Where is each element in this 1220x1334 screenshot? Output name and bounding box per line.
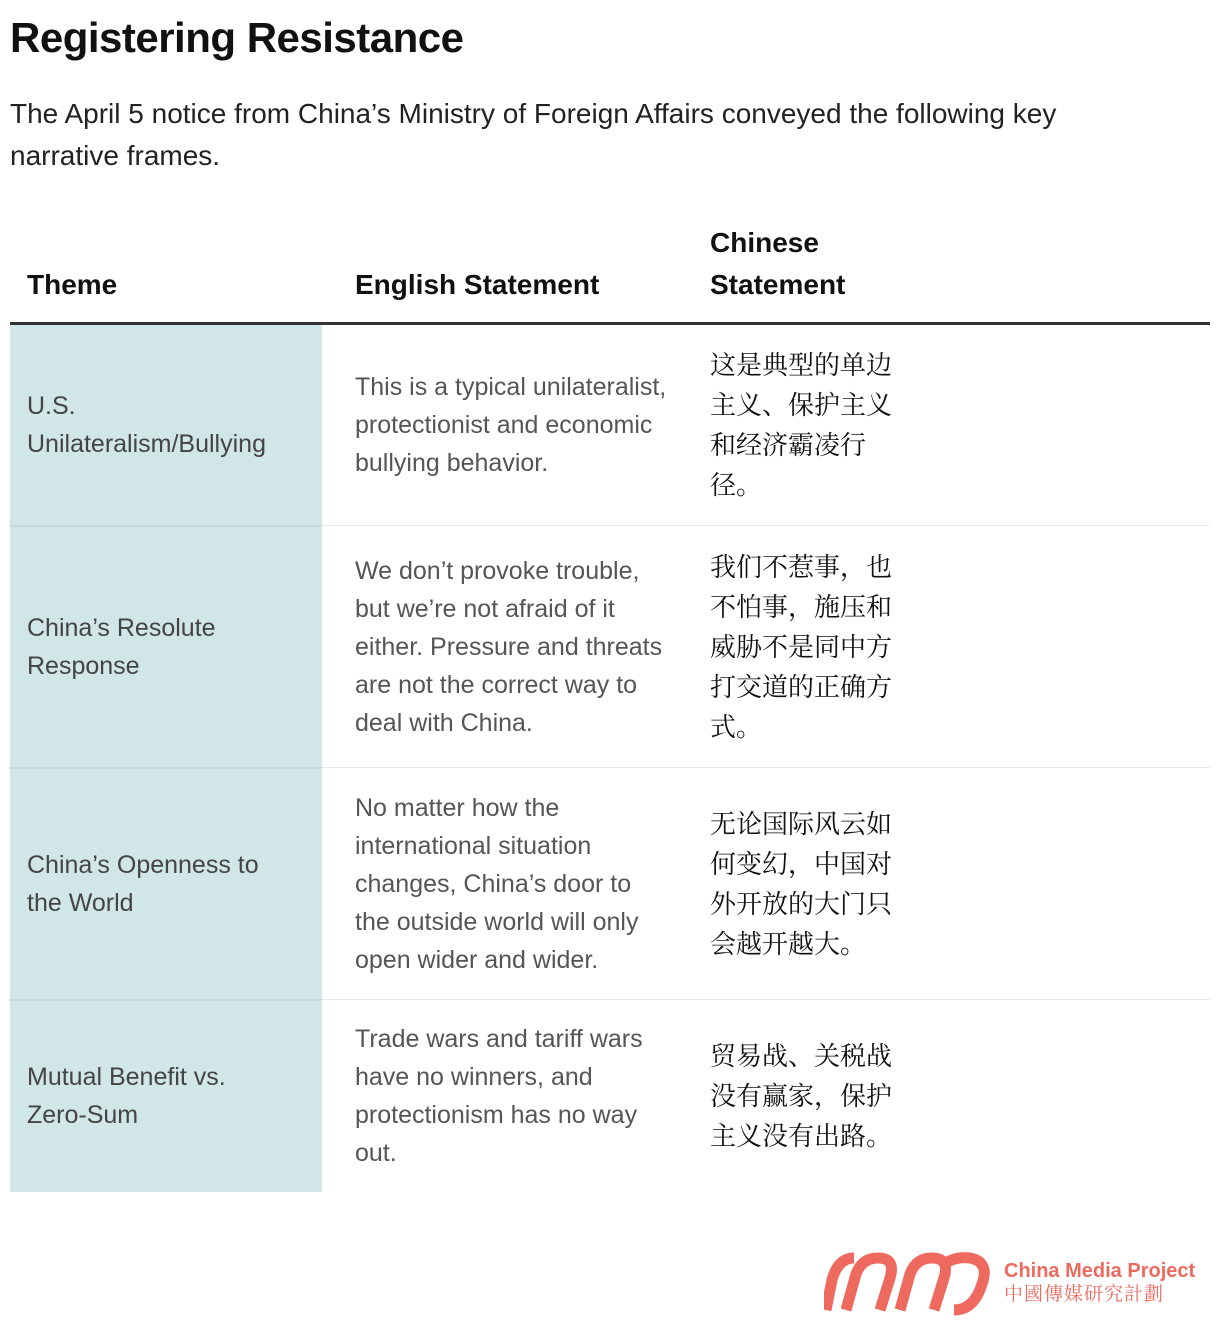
logo-name-zh: 中國傳媒研究計劃 [1004, 1284, 1165, 1305]
header-english: English Statement [322, 222, 710, 324]
logo-name: China Media Project [1004, 1260, 1196, 1282]
english-cell: Trade wars and tariff wars have no winners, and protectionism has no way out. [355, 1024, 643, 1167]
table-header-row [10, 222, 1210, 324]
english-cell: This is a typical unilateralist, protectionist and economic bullying behavior. [322, 324, 710, 526]
chinese-cell: 我们不惹事，也不怕事，施压和威胁不是同中方打交道的正确方式。 [710, 526, 910, 768]
chinese-cell: 贸易战、关税战没有赢家，保护主义没有出路。 [710, 1040, 893, 1151]
chinese-cell: 无论国际风云如何变幻，中国对外开放的大门只会越开越大。 [710, 768, 910, 1000]
theme-cell: China’s Openness to the World [10, 768, 322, 1000]
theme-cell: China’s Resolute Response [10, 526, 322, 768]
theme-cell: U.S. Unilateralism/Bullying [10, 324, 322, 526]
header-theme: Theme [10, 222, 322, 324]
english-cell: No matter how the international situation changes, China’s door to the outside world will only open wider and wider. [322, 768, 710, 1000]
table-row [10, 526, 1210, 768]
english-cell: We don’t provoke trouble, but we’re not afraid of it either. Pressure and threats are not the correct way to deal with China. [322, 526, 710, 768]
chinese-cell: 这是典型的单边主义、保护主义和经济霸凌行径。 [710, 324, 910, 526]
narrative-frames-table [10, 222, 1210, 1192]
subtitle: The April 5 notice from China’s Ministry of Foreign Affairs conveyed the following key narrative frames. [10, 98, 1057, 171]
page-title: Registering Resistance [10, 14, 464, 61]
table-row [10, 324, 1210, 526]
table-row [10, 1000, 1210, 1192]
cmp-logo-icon [824, 1250, 992, 1316]
table-row [10, 768, 1210, 1000]
china-media-project-logo [824, 1250, 1195, 1316]
theme-cell: Mutual Benefit vs. Zero-Sum [10, 1000, 322, 1192]
header-chinese: Chinese Statement [710, 222, 910, 324]
